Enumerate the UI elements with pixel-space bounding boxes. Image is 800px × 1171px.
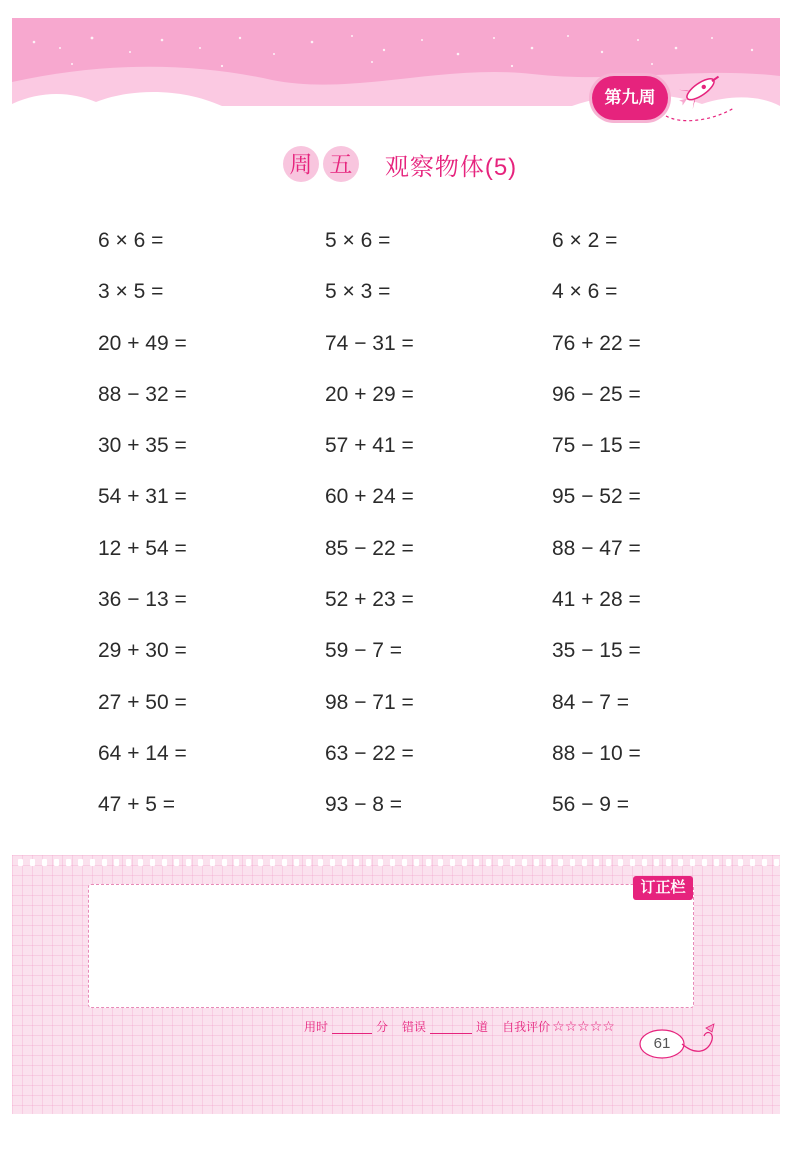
problem-item: 20 + 49 = bbox=[98, 331, 187, 355]
problem-item: 93 − 8 = bbox=[325, 793, 403, 817]
problem-item: 74 − 31 = bbox=[325, 331, 414, 355]
problem-item: 36 − 13 = bbox=[98, 588, 187, 612]
error-blank[interactable] bbox=[430, 1019, 472, 1034]
problem-item: 6 × 2 = bbox=[552, 229, 618, 252]
problem-item: 12 + 54 = bbox=[98, 536, 187, 560]
day-label-week: 周 bbox=[283, 146, 319, 182]
problem-item: 20 + 29 = bbox=[325, 382, 414, 406]
problem-item: 6 × 6 = bbox=[98, 229, 164, 252]
problem-item: 88 − 47 = bbox=[552, 536, 641, 560]
perforated-edge bbox=[12, 856, 780, 870]
problem-item: 76 + 22 = bbox=[552, 331, 641, 355]
rocket-icon bbox=[660, 68, 740, 124]
problem-item: 41 + 28 = bbox=[552, 588, 641, 612]
minute-label: 分 bbox=[376, 1019, 389, 1034]
problem-item: 59 − 7 = bbox=[325, 639, 403, 663]
problem-item: 5 × 6 = bbox=[325, 229, 391, 252]
problem-item: 85 − 22 = bbox=[325, 536, 414, 560]
problem-item: 95 − 52 = bbox=[552, 485, 641, 509]
title-row bbox=[0, 142, 800, 186]
problem-item: 27 + 50 = bbox=[98, 690, 187, 714]
problem-item: 57 + 41 = bbox=[325, 434, 414, 458]
problem-item: 88 − 32 = bbox=[98, 382, 187, 406]
correction-label: 订正栏 bbox=[633, 876, 693, 900]
problem-item: 35 − 15 = bbox=[552, 639, 641, 663]
problem-item: 52 + 23 = bbox=[325, 588, 414, 612]
problem-item: 88 − 10 = bbox=[552, 741, 641, 765]
problem-item: 60 + 24 = bbox=[325, 485, 414, 509]
problem-item: 84 − 7 = bbox=[552, 690, 630, 714]
problem-item: 98 − 71 = bbox=[325, 690, 414, 714]
error-label: 错误 bbox=[402, 1019, 427, 1034]
evaluation-line bbox=[304, 1016, 615, 1036]
week-badge: 第九周 bbox=[592, 76, 668, 120]
time-blank[interactable] bbox=[332, 1019, 372, 1034]
page-title: 观察物体(5) bbox=[384, 153, 518, 181]
problem-item: 5 × 3 = bbox=[325, 280, 391, 304]
rating-stars[interactable]: ☆☆☆☆☆ bbox=[552, 1017, 615, 1034]
problem-item: 3 × 5 = bbox=[98, 280, 164, 304]
problem-grid bbox=[98, 222, 738, 838]
problem-item: 64 + 14 = bbox=[98, 741, 187, 765]
problem-item: 30 + 35 = bbox=[98, 434, 187, 458]
problem-item: 4 × 6 = bbox=[552, 280, 618, 304]
question-label: 道 bbox=[476, 1019, 489, 1034]
problem-item: 96 − 25 = bbox=[552, 382, 641, 406]
problem-item: 75 − 15 = bbox=[552, 434, 641, 458]
problem-item: 54 + 31 = bbox=[98, 485, 187, 509]
correction-box[interactable] bbox=[88, 884, 694, 1008]
time-label: 用时 bbox=[304, 1019, 329, 1034]
problem-item: 56 − 9 = bbox=[552, 793, 630, 817]
day-label-day: 五 bbox=[323, 146, 359, 182]
problem-item: 29 + 30 = bbox=[98, 639, 187, 663]
problem-item: 63 − 22 = bbox=[325, 741, 414, 765]
page-number: 61 bbox=[653, 1035, 671, 1052]
problem-item: 47 + 5 = bbox=[98, 793, 176, 817]
self-eval-label: 自我评价 bbox=[502, 1019, 551, 1034]
